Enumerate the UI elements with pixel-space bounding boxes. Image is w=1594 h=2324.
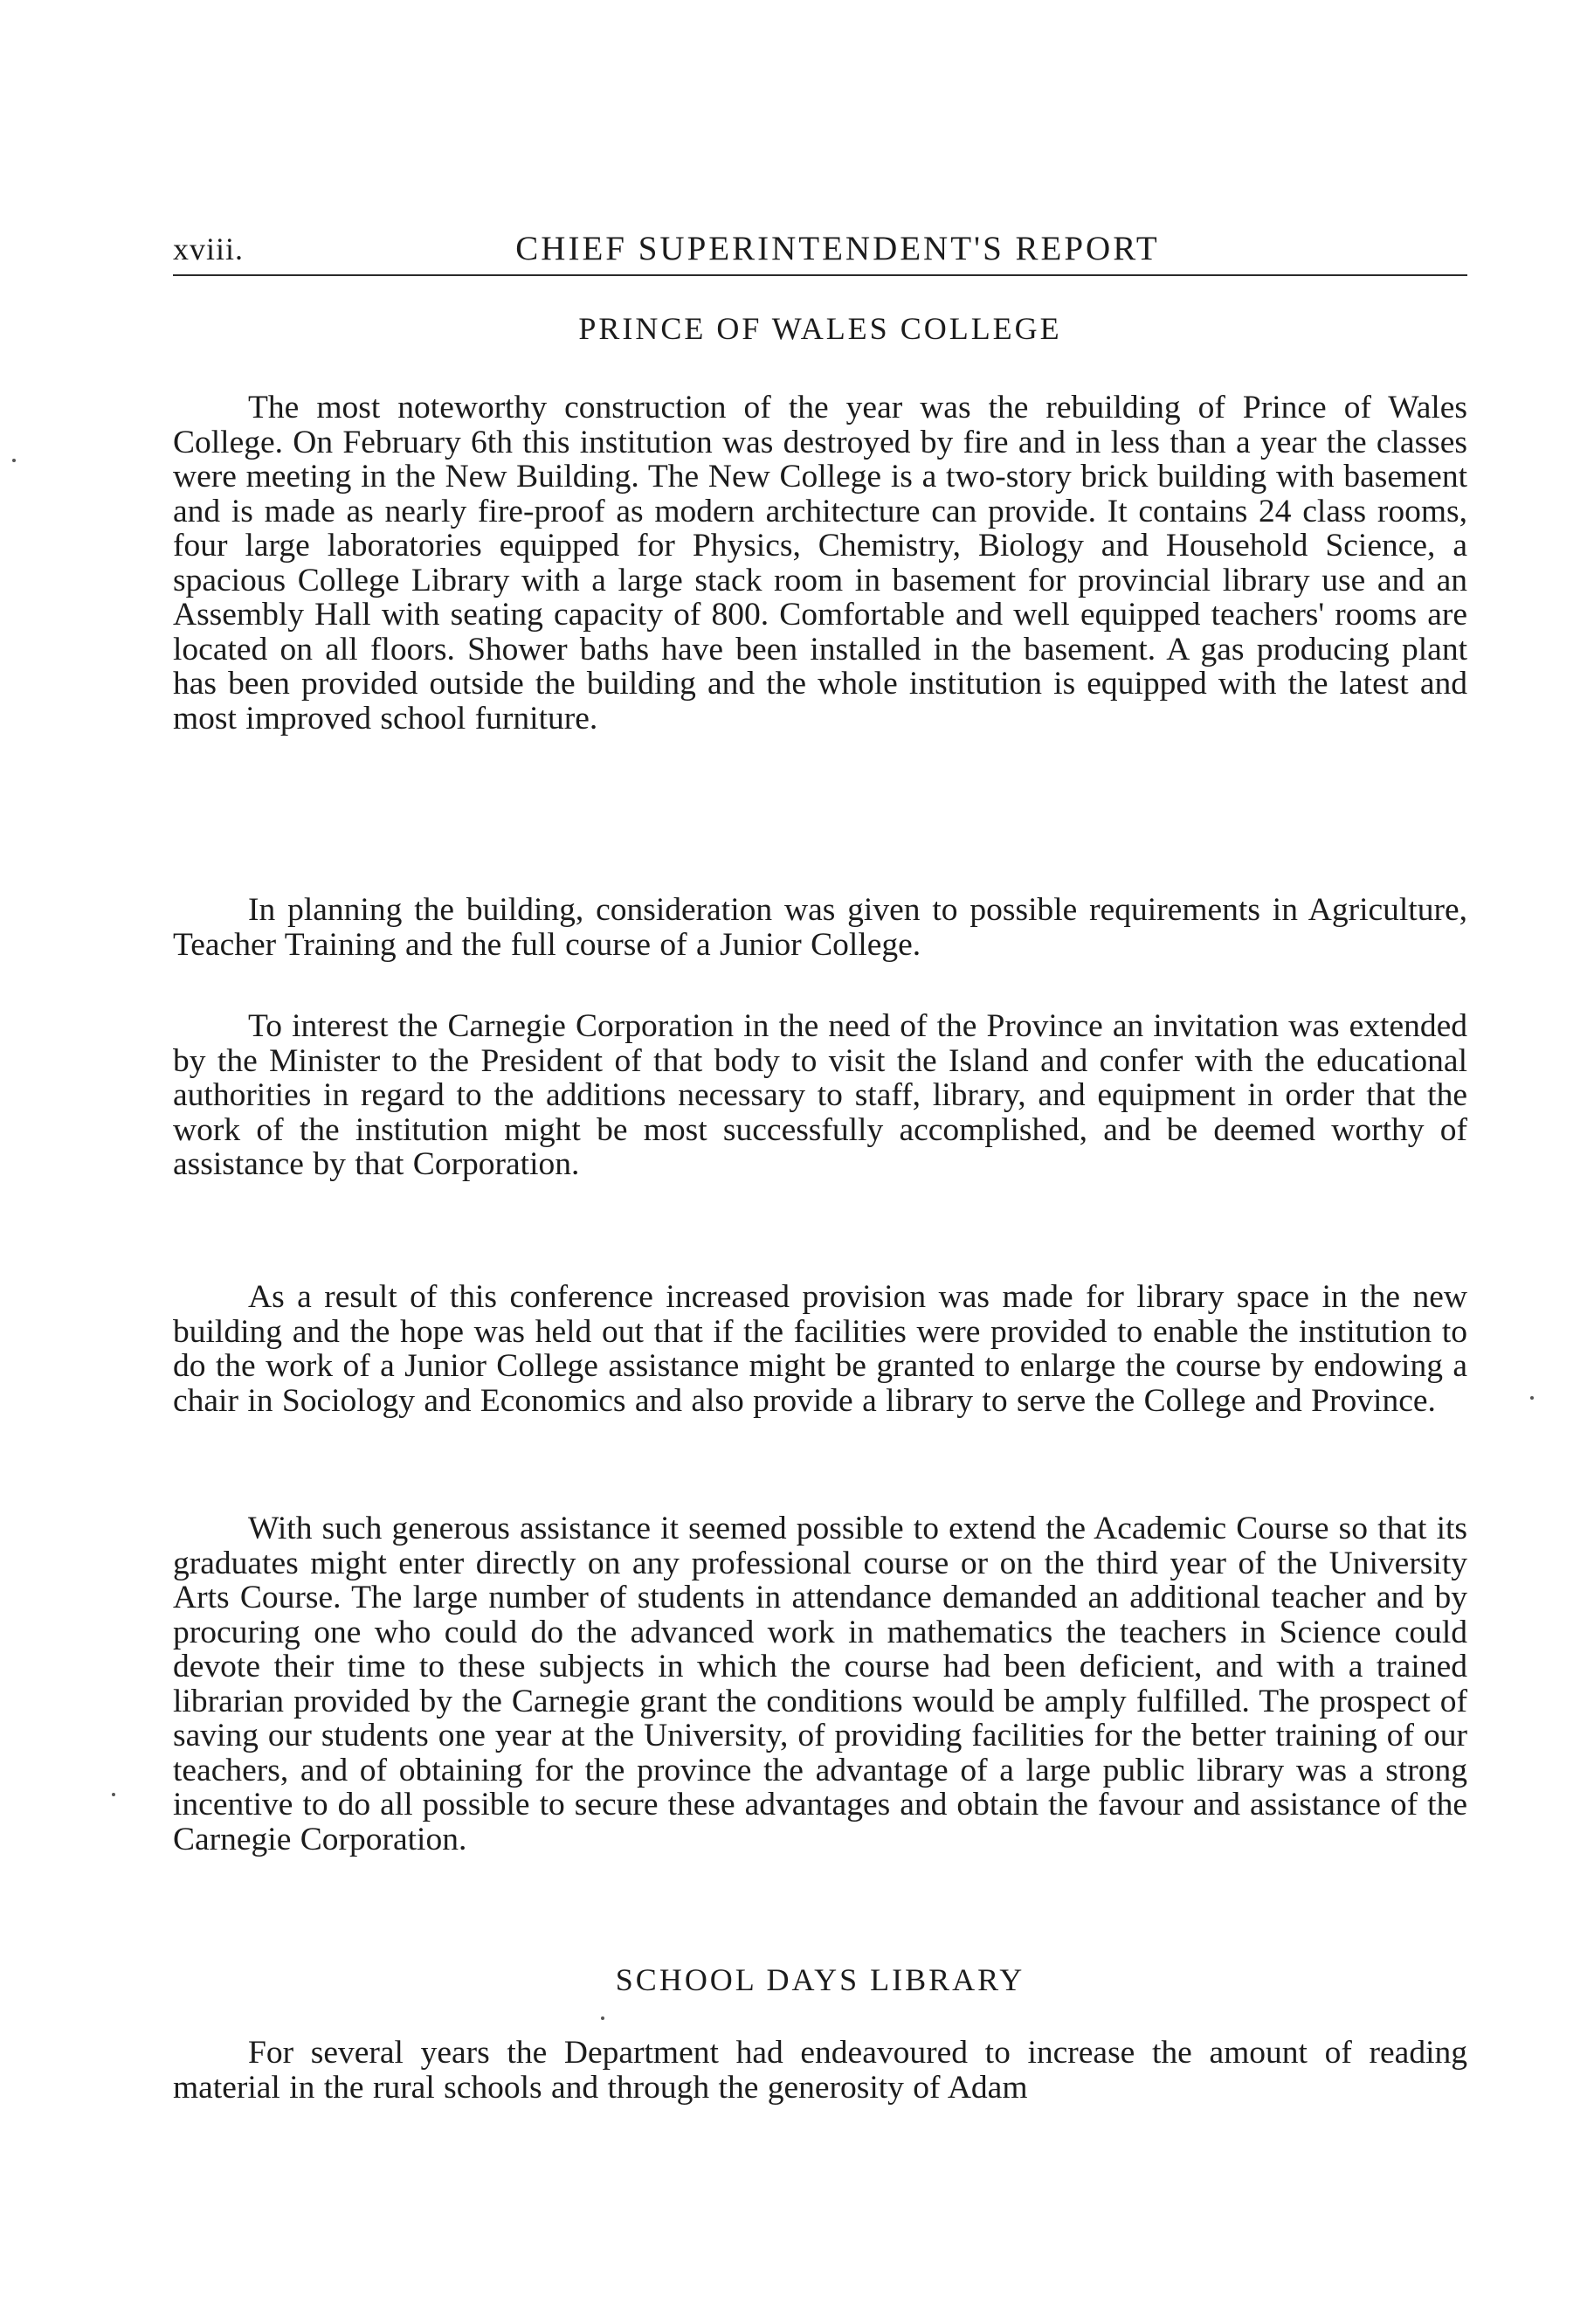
scan-speck — [601, 2016, 604, 2020]
scan-speck — [12, 459, 16, 462]
paragraph-conference-result: As a result of this conference increased provision was made for library space in the new building and the hope was held out that if the facilities were provided to enable the institution to do the work of a Junior College assistance might be granted to enlarge the course by endowing a chair in Sociology and Economics and also provide a library to serve the College and Province. — [173, 1279, 1467, 1419]
paragraph-academic-course: With such generous assistance it seemed possible to extend the Academic Course so that its graduates might enter directly on any professional course or on the third year of the University Arts Course. The large number of students in attendance demanded an additional teacher and by procuring one who could do the advanced work in mathematics the teachers in Science could devote their time to these subjects in which the course had been deficient, and with a trained librarian provided by the Carnegie grant the conditions would be amply fulfilled. The prospect of saving our students one year at the University, of providing facilities for the better training of our teachers, and of obtaining for the province the advantage of a large public library was a strong incentive to do all possible to secure these advantages and obtain the favour and assistance of the Carnegie Corporation. — [173, 1511, 1467, 1857]
scan-speck — [112, 1793, 115, 1796]
paragraph-rebuilding: The most noteworthy construction of the year was the rebuilding of Prince of Wales College. On February 6th this institution was destroyed by fire and in less than a year the classes were meeting in the New Building. The New College is a two-story brick building with basement and is made as nearly fire-proof as modern architecture can provide. It contains 24 class rooms, four large laboratories equipped for Physics, Chemistry, Biology and Household Science, a spacious College Library with a large stack room in basement for provincial library use and an Assembly Hall with seating capacity of 800. Comfortable and well equipped teachers' rooms are located on all floors. Shower baths have been installed in the basement. A gas producing plant has been provided outside the building and the whole institution is equipped with the latest and most improved school furniture. — [173, 390, 1467, 737]
paragraph-planning: In planning the building, consideration was given to possible requirements in Agriculture, Teacher Training and the full course of a Junior College. — [173, 892, 1467, 963]
scan-speck — [1530, 1396, 1534, 1400]
running-head-title-text: CHIEF SUPERINTENDENT'S REPORT — [515, 230, 1160, 267]
page-number: xviii. — [173, 232, 245, 266]
paragraph-carnegie-invitation: To interest the Carnegie Corporation in the need of the Province an invitation was extended by the Minister to the President of that body to visit the Island and confer with the educational authorities in regard to the additions necessary to staff, library, and equipment in order that the work of the institution might be most successfully accomplished, and be deemed worthy of assistance by that Corporation. — [173, 1008, 1467, 1182]
paragraph-school-days-library: For several years the Department had endeavoured to increase the amount of reading material in the rural schools and through the generosity of Adam — [173, 2035, 1467, 2106]
running-head-title — [173, 229, 1467, 268]
section-title-prince-of-wales-college: PRINCE OF WALES COLLEGE — [578, 311, 1062, 346]
section-title-school-days-library: SCHOOL DAYS LIBRARY — [615, 1962, 1025, 1997]
running-head — [173, 229, 1467, 276]
